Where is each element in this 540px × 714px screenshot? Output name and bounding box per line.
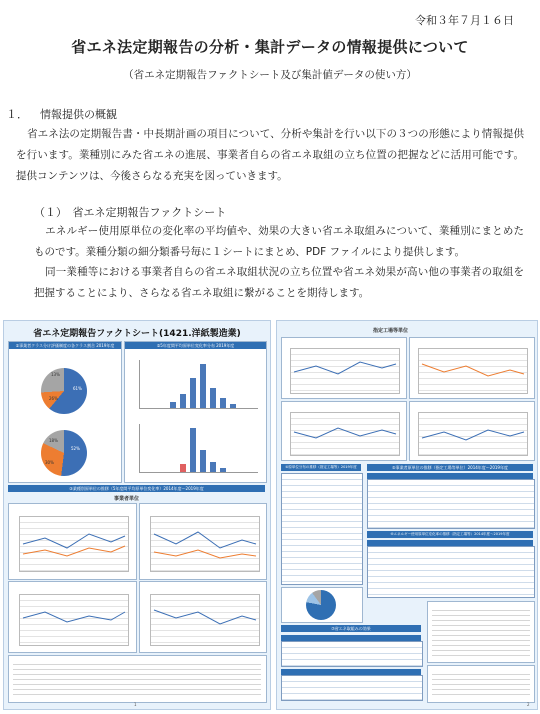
class-share-pie-chart (41, 368, 87, 414)
measures-table-2 (281, 675, 423, 701)
class-share-panel (8, 341, 122, 483)
section-1-heading (6, 106, 117, 122)
factsheet-title: 省エネ定期報告ファクトシート(1421.洋紙製造業) (33, 329, 241, 339)
subsection-1-heading (34, 204, 226, 220)
trend-chart-3 (8, 581, 137, 653)
pie1-label-a: 61% (73, 386, 82, 391)
document-date: 令和３年７月１６日 (415, 14, 514, 27)
plant-distribution-band: ④原単位分布の推移（指定工場等）2019年度 (281, 464, 361, 471)
histogram-1 (139, 360, 258, 409)
plant-trend-band: ⑤事業者原単位の推移（指定工場等単位）2014年度～2019年度 (367, 464, 533, 471)
pie1-label-b: 13% (51, 372, 60, 377)
subsection-1-paragraph-2: 同一業種等における事業者自らの省エネ取組状況の立ち位置や省エネ効果が高い他の事業者の取組を把握することにより、さらなる省エネ取組に繋がることを期待します。 (34, 266, 524, 299)
trend-chart-4 (139, 581, 267, 653)
subsection-1-paragraph-1: エネルギー使用原単位の変化率の平均値や、効果の大きい省エネ取組みについて、業種別にまとめたものです。業種分類の細分類番号毎に１シートにまとめ、PDF ファイルにより提供します。 (34, 225, 524, 258)
section-1-paragraph: 省エネ法の定期報告書・中長期計画の項目について、分析や集計を行い以下の３つの形態により情報提供を行います。業種別にみた省エネの進展、事業者自らの省エネ取組の立ち位置の把握などに活用可能です。提供コンテンツは、今後さらなる充実を図っていきます。 (16, 128, 524, 182)
trend-chart-2 (139, 503, 267, 580)
measures-table-1 (281, 641, 423, 667)
plant-trend-table (367, 479, 535, 529)
histogram-2 (139, 424, 258, 473)
distribution-panel (124, 341, 267, 483)
pie2-label-c: 18% (49, 438, 58, 443)
subsection-1-number: （１） (34, 206, 62, 219)
page-number-2: 2 (527, 702, 530, 707)
plant-share-pie-chart (306, 590, 336, 620)
effect-notes-box (427, 601, 535, 663)
plant-unit-heading: 指定工場等単位 (373, 328, 409, 334)
plant-chart-2 (409, 337, 535, 399)
class-share-band: ①事業者クラス分け評価制度の各クラス割合 2019年度 (9, 342, 121, 349)
factsheet-page-2-image (276, 320, 538, 710)
plant-change-band: ⑥エネルギー使用原単位変化率の推移（指定工場等）2014年度～2019年度 (367, 531, 533, 538)
pie2-label-a: 52% (71, 446, 80, 451)
contact-notes-box (427, 665, 535, 703)
distribution-band: ②5年度間平均原単位変化率分布 2019年度 (125, 342, 266, 349)
measures-band: ⑦省エネ取組みの効果 (281, 625, 421, 632)
plant-distribution-table (281, 473, 363, 585)
page-number-1: 1 (134, 702, 137, 707)
pie1-label-c: 26% (49, 396, 58, 401)
trend-chart-1 (8, 503, 137, 580)
notes-box (8, 655, 267, 703)
document-title: 省エネ法定期報告の分析・集計データの情報提供について (71, 38, 469, 56)
class-share-pie-chart-2 (41, 430, 87, 476)
pie2-label-b: 30% (45, 460, 54, 465)
plant-chart-1 (281, 337, 407, 399)
plant-chart-4 (409, 401, 535, 461)
document-subtitle: （省エネ定期報告ファクトシート及び集計値データの使い方） (123, 69, 417, 81)
factsheet-page-1-image (3, 320, 271, 710)
business-unit-heading: 事業者単位 (114, 496, 140, 502)
plant-change-table (367, 546, 535, 598)
plant-share-panel (281, 587, 363, 623)
section-1-number: １． (6, 108, 28, 121)
subsection-1-title: 省エネ定期報告ファクトシート (72, 206, 227, 219)
section-1-title: 情報提供の概観 (40, 108, 117, 121)
trend-band: ③業種別原単位の推移（5年度間平均原単位変化率）2014年度～2019年度 (8, 485, 265, 492)
plant-chart-3b (281, 401, 407, 461)
